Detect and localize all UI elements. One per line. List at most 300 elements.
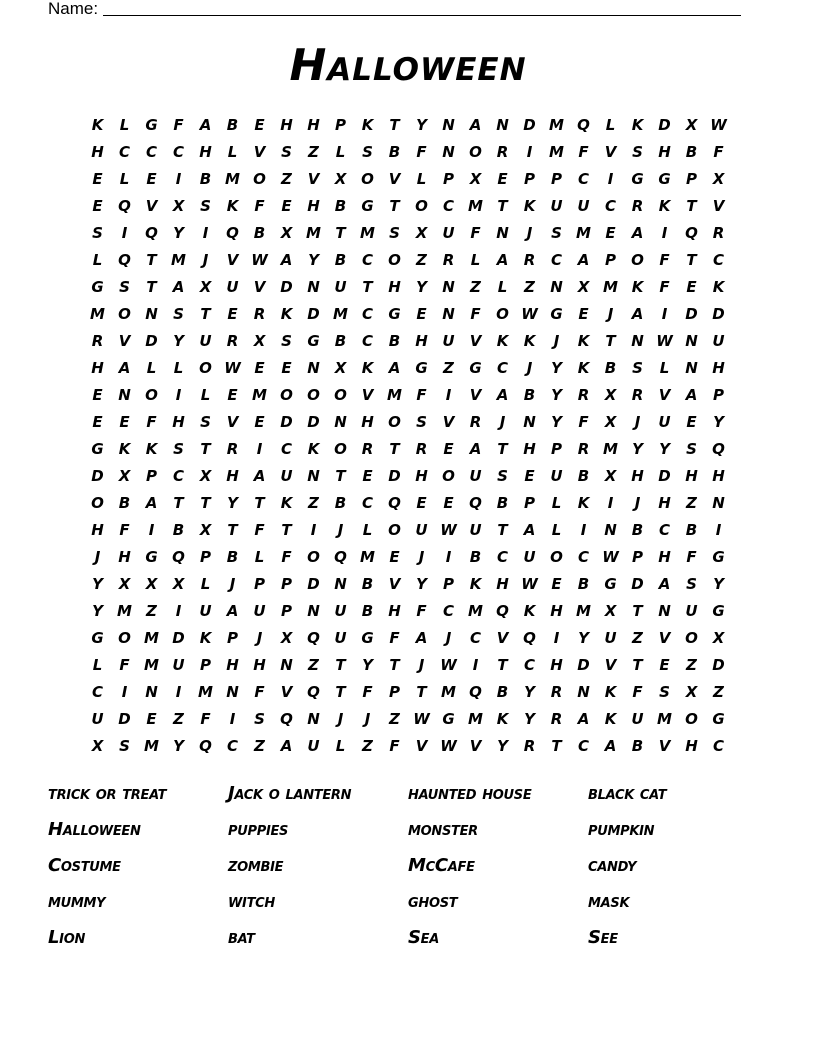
- grid-letter: B: [118, 494, 131, 512]
- grid-letter: C: [361, 332, 373, 350]
- grid-letter: N: [226, 683, 239, 701]
- grid-letter: F: [146, 413, 157, 431]
- grid-letter: L: [605, 116, 616, 134]
- grid-letter: L: [470, 251, 481, 269]
- grid-letter: J: [526, 224, 533, 242]
- grid-letter: B: [226, 548, 239, 566]
- grid-letter: N: [442, 116, 455, 134]
- grid-letter: V: [469, 332, 482, 350]
- grid-letter: E: [281, 359, 292, 377]
- grid-letter: T: [335, 656, 346, 674]
- grid-letter: C: [172, 143, 184, 161]
- grid-letter: Z: [443, 359, 454, 377]
- grid-letter: B: [685, 521, 698, 539]
- grid-letter: N: [496, 224, 509, 242]
- grid-letter: V: [469, 737, 482, 755]
- grid-letter: P: [551, 170, 562, 188]
- word-list-item: monster: [408, 819, 478, 840]
- word-list-item: pumpkin: [588, 819, 655, 840]
- grid-letter: E: [389, 548, 400, 566]
- grid-letter: Y: [173, 224, 184, 242]
- grid-letter: K: [631, 278, 644, 296]
- grid-letter: F: [416, 143, 427, 161]
- grid-letter: X: [334, 359, 347, 377]
- grid-letter: O: [388, 251, 401, 269]
- grid-letter: C: [496, 359, 508, 377]
- grid-letter: O: [361, 170, 374, 188]
- grid-letter: V: [253, 143, 266, 161]
- grid-letter: N: [280, 656, 293, 674]
- grid-letter: B: [334, 332, 347, 350]
- grid-letter: A: [253, 467, 266, 485]
- grid-letter: Q: [307, 629, 320, 647]
- grid-letter: I: [175, 602, 182, 620]
- grid-letter: O: [388, 521, 401, 539]
- grid-letter: X: [280, 629, 293, 647]
- grid-letter: W: [413, 710, 430, 728]
- grid-letter: M: [576, 224, 591, 242]
- grid-letter: B: [685, 143, 698, 161]
- grid-letter: M: [144, 629, 159, 647]
- grid-letter: F: [281, 548, 292, 566]
- grid-letter: V: [658, 629, 671, 647]
- grid-letter: C: [361, 494, 373, 512]
- grid-letter: X: [280, 224, 293, 242]
- grid-letter: E: [146, 170, 157, 188]
- grid-letter: D: [280, 413, 293, 431]
- grid-letter: Z: [389, 710, 400, 728]
- grid-letter: P: [389, 683, 400, 701]
- grid-letter: W: [440, 737, 457, 755]
- grid-letter: F: [254, 521, 265, 539]
- grid-letter: M: [360, 224, 375, 242]
- grid-letter: T: [281, 521, 292, 539]
- grid-letter: L: [173, 359, 184, 377]
- grid-letter: I: [202, 224, 209, 242]
- grid-letter: C: [523, 656, 535, 674]
- word-list-item: mummy: [48, 891, 106, 912]
- grid-letter: T: [335, 467, 346, 485]
- grid-letter: L: [497, 278, 508, 296]
- grid-letter: M: [603, 440, 618, 458]
- grid-letter: B: [604, 359, 617, 377]
- word-list-item: Sea: [408, 927, 440, 948]
- grid-letter: E: [497, 170, 508, 188]
- grid-letter: T: [605, 332, 616, 350]
- grid-letter: T: [497, 440, 508, 458]
- grid-letter: P: [281, 575, 292, 593]
- grid-letter: Y: [713, 413, 724, 431]
- grid-letter: E: [578, 305, 589, 323]
- grid-letter: G: [712, 548, 725, 566]
- grid-letter: A: [469, 440, 482, 458]
- grid-letter: J: [418, 656, 425, 674]
- grid-letter: X: [685, 683, 698, 701]
- grid-letter: D: [685, 305, 698, 323]
- grid-letter: P: [524, 494, 535, 512]
- grid-letter: V: [496, 629, 509, 647]
- grid-letter: E: [227, 386, 238, 404]
- grid-letter: Y: [659, 440, 670, 458]
- grid-letter: H: [550, 656, 563, 674]
- grid-letter: P: [200, 548, 211, 566]
- grid-letter: Q: [469, 683, 482, 701]
- grid-letter: I: [661, 305, 668, 323]
- grid-letter: I: [607, 494, 614, 512]
- grid-letter: C: [577, 548, 589, 566]
- grid-letter: K: [577, 494, 590, 512]
- grid-letter: L: [119, 116, 130, 134]
- grid-letter: G: [91, 440, 104, 458]
- grid-letter: R: [226, 440, 239, 458]
- grid-letter: Y: [497, 737, 508, 755]
- grid-letter: T: [227, 521, 238, 539]
- grid-letter: T: [362, 278, 373, 296]
- grid-letter: M: [387, 386, 402, 404]
- grid-letter: G: [91, 278, 104, 296]
- grid-letter: R: [631, 197, 644, 215]
- grid-letter: P: [524, 170, 535, 188]
- grid-letter: K: [631, 116, 644, 134]
- grid-letter: A: [415, 629, 428, 647]
- letter-grid: [84, 112, 732, 760]
- grid-letter: O: [118, 629, 131, 647]
- grid-letter: F: [578, 413, 589, 431]
- grid-letter: Y: [578, 629, 589, 647]
- grid-letter: V: [361, 386, 374, 404]
- grid-letter: E: [659, 656, 670, 674]
- grid-letter: F: [632, 683, 643, 701]
- grid-letter: G: [145, 116, 158, 134]
- grid-letter: A: [577, 710, 590, 728]
- word-list-item: witch: [228, 891, 275, 912]
- grid-letter: U: [685, 602, 698, 620]
- grid-letter: Y: [227, 494, 238, 512]
- grid-letter: F: [470, 305, 481, 323]
- grid-letter: P: [443, 170, 454, 188]
- grid-letter: E: [686, 413, 697, 431]
- grid-letter: Z: [686, 656, 697, 674]
- grid-letter: C: [172, 467, 184, 485]
- grid-letter: H: [415, 332, 428, 350]
- grid-letter: D: [145, 332, 158, 350]
- grid-letter: H: [685, 737, 698, 755]
- grid-letter: K: [496, 710, 509, 728]
- grid-letter: K: [523, 197, 536, 215]
- grid-letter: Y: [416, 278, 427, 296]
- grid-letter: X: [199, 467, 212, 485]
- grid-letter: N: [523, 413, 536, 431]
- grid-letter: M: [198, 683, 213, 701]
- grid-letter: C: [496, 548, 508, 566]
- grid-letter: S: [659, 683, 670, 701]
- grid-letter: N: [631, 332, 644, 350]
- grid-letter: N: [550, 278, 563, 296]
- grid-letter: M: [468, 710, 483, 728]
- grid-letter: U: [442, 224, 455, 242]
- grid-letter: L: [335, 143, 346, 161]
- grid-letter: K: [118, 440, 131, 458]
- grid-letter: M: [252, 386, 267, 404]
- grid-letter: L: [551, 521, 562, 539]
- word-list-item: bat: [228, 927, 255, 948]
- grid-letter: Y: [524, 710, 535, 728]
- grid-letter: I: [580, 521, 587, 539]
- grid-letter: I: [607, 170, 614, 188]
- grid-letter: V: [226, 413, 239, 431]
- grid-letter: S: [173, 305, 184, 323]
- grid-letter: O: [280, 386, 293, 404]
- grid-letter: D: [388, 467, 401, 485]
- grid-letter: Q: [685, 224, 698, 242]
- grid-letter: D: [307, 575, 320, 593]
- grid-letter: H: [658, 143, 671, 161]
- grid-letter: H: [226, 467, 239, 485]
- grid-letter: B: [631, 737, 644, 755]
- grid-letter: U: [253, 602, 266, 620]
- grid-letter: E: [443, 440, 454, 458]
- grid-letter: B: [496, 494, 509, 512]
- grid-letter: K: [577, 332, 590, 350]
- grid-letter: H: [91, 359, 104, 377]
- grid-letter: V: [415, 737, 428, 755]
- grid-letter: I: [175, 683, 182, 701]
- grid-letter: U: [658, 413, 671, 431]
- grid-letter: S: [416, 413, 427, 431]
- grid-letter: Y: [362, 656, 373, 674]
- grid-letter: O: [685, 629, 698, 647]
- grid-letter: C: [604, 197, 616, 215]
- grid-letter: T: [497, 197, 508, 215]
- grid-letter: U: [199, 332, 212, 350]
- grid-letter: E: [281, 197, 292, 215]
- grid-letter: Y: [416, 575, 427, 593]
- grid-letter: V: [604, 143, 617, 161]
- grid-letter: K: [280, 305, 293, 323]
- grid-letter: C: [226, 737, 238, 755]
- grid-letter: U: [604, 629, 617, 647]
- grid-letter: V: [145, 197, 158, 215]
- grid-letter: X: [199, 278, 212, 296]
- grid-letter: P: [686, 170, 697, 188]
- grid-letter: R: [523, 737, 536, 755]
- grid-letter: U: [469, 521, 482, 539]
- grid-letter: O: [469, 143, 482, 161]
- grid-letter: J: [229, 575, 236, 593]
- grid-letter: M: [333, 305, 348, 323]
- grid-letter: L: [200, 386, 211, 404]
- grid-letter: S: [686, 440, 697, 458]
- grid-letter: L: [92, 251, 103, 269]
- grid-letter: A: [577, 251, 590, 269]
- grid-letter: E: [416, 494, 427, 512]
- grid-letter: J: [337, 521, 344, 539]
- grid-letter: P: [632, 548, 643, 566]
- grid-letter: N: [334, 413, 347, 431]
- grid-letter: A: [280, 251, 293, 269]
- grid-letter: C: [118, 143, 130, 161]
- grid-letter: M: [144, 737, 159, 755]
- grid-letter: C: [658, 521, 670, 539]
- grid-letter: O: [550, 548, 563, 566]
- grid-letter: F: [470, 224, 481, 242]
- grid-letter: X: [118, 467, 131, 485]
- grid-letter: H: [685, 467, 698, 485]
- grid-letter: B: [199, 170, 212, 188]
- grid-letter: V: [469, 386, 482, 404]
- grid-letter: J: [94, 548, 101, 566]
- grid-letter: H: [712, 359, 725, 377]
- grid-letter: G: [91, 629, 104, 647]
- grid-letter: I: [472, 656, 479, 674]
- grid-letter: W: [710, 116, 727, 134]
- grid-letter: U: [550, 197, 563, 215]
- grid-letter: X: [712, 170, 725, 188]
- grid-letter: D: [577, 656, 590, 674]
- grid-letter: U: [226, 278, 239, 296]
- grid-letter: D: [172, 629, 185, 647]
- grid-letter: X: [604, 602, 617, 620]
- grid-letter: W: [224, 359, 241, 377]
- grid-letter: X: [685, 116, 698, 134]
- grid-letter: F: [254, 197, 265, 215]
- grid-letter: Q: [496, 602, 509, 620]
- grid-letter: G: [550, 305, 563, 323]
- grid-letter: N: [307, 278, 320, 296]
- grid-letter: T: [686, 251, 697, 269]
- grid-letter: Q: [577, 116, 590, 134]
- grid-letter: O: [496, 305, 509, 323]
- grid-letter: M: [90, 305, 105, 323]
- grid-letter: X: [172, 575, 185, 593]
- grid-letter: A: [658, 575, 671, 593]
- grid-letter: U: [415, 521, 428, 539]
- grid-letter: Z: [713, 683, 724, 701]
- grid-letter: N: [442, 278, 455, 296]
- grid-letter: E: [416, 305, 427, 323]
- grid-letter: N: [496, 116, 509, 134]
- grid-letter: H: [631, 467, 644, 485]
- grid-letter: R: [577, 386, 590, 404]
- grid-letter: V: [604, 656, 617, 674]
- grid-letter: L: [200, 575, 211, 593]
- grid-letter: N: [334, 575, 347, 593]
- grid-letter: H: [523, 440, 536, 458]
- grid-letter: K: [496, 332, 509, 350]
- grid-letter: E: [686, 278, 697, 296]
- grid-letter: P: [281, 602, 292, 620]
- grid-letter: W: [656, 332, 673, 350]
- grid-letter: U: [631, 710, 644, 728]
- grid-letter: E: [92, 386, 103, 404]
- grid-letter: B: [334, 494, 347, 512]
- grid-letter: Z: [173, 710, 184, 728]
- grid-letter: S: [632, 143, 643, 161]
- grid-letter: H: [550, 602, 563, 620]
- grid-letter: Y: [173, 737, 184, 755]
- grid-letter: F: [578, 143, 589, 161]
- grid-letter: A: [199, 116, 212, 134]
- grid-letter: C: [361, 251, 373, 269]
- grid-letter: J: [418, 548, 425, 566]
- word-list-item: black cat: [588, 783, 667, 804]
- grid-letter: R: [712, 224, 725, 242]
- grid-letter: G: [307, 332, 320, 350]
- grid-letter: O: [253, 170, 266, 188]
- word-list-item: puppies: [228, 819, 289, 840]
- name-underline: [103, 15, 741, 16]
- grid-letter: J: [526, 359, 533, 377]
- grid-letter: F: [173, 116, 184, 134]
- grid-letter: N: [307, 710, 320, 728]
- grid-letter: X: [145, 575, 158, 593]
- grid-letter: S: [362, 143, 373, 161]
- word-list-item: trick or treat: [48, 783, 167, 804]
- grid-letter: N: [577, 683, 590, 701]
- grid-letter: Z: [308, 143, 319, 161]
- grid-letter: U: [199, 602, 212, 620]
- grid-letter: B: [388, 143, 401, 161]
- grid-letter: G: [712, 710, 725, 728]
- grid-letter: G: [712, 602, 725, 620]
- grid-letter: T: [200, 494, 211, 512]
- grid-letter: T: [200, 440, 211, 458]
- grid-letter: K: [577, 359, 590, 377]
- grid-letter: T: [497, 656, 508, 674]
- grid-letter: Y: [713, 575, 724, 593]
- grid-letter: O: [442, 467, 455, 485]
- grid-letter: H: [199, 143, 212, 161]
- grid-letter: P: [335, 116, 346, 134]
- grid-letter: X: [118, 575, 131, 593]
- grid-letter: B: [469, 548, 482, 566]
- grid-letter: C: [550, 251, 562, 269]
- grid-letter: A: [145, 494, 158, 512]
- grid-letter: O: [91, 494, 104, 512]
- grid-letter: N: [442, 143, 455, 161]
- grid-letter: J: [634, 413, 641, 431]
- grid-letter: U: [442, 332, 455, 350]
- grid-letter: X: [415, 224, 428, 242]
- grid-letter: A: [469, 116, 482, 134]
- grid-letter: V: [712, 197, 725, 215]
- grid-letter: R: [631, 386, 644, 404]
- grid-letter: Q: [469, 494, 482, 512]
- grid-letter: R: [577, 440, 590, 458]
- grid-letter: A: [496, 251, 509, 269]
- grid-letter: B: [496, 683, 509, 701]
- grid-letter: O: [685, 710, 698, 728]
- grid-letter: O: [334, 440, 347, 458]
- grid-letter: Z: [524, 278, 535, 296]
- grid-letter: Q: [118, 251, 131, 269]
- grid-letter: S: [686, 575, 697, 593]
- grid-letter: U: [550, 467, 563, 485]
- grid-letter: V: [118, 332, 131, 350]
- grid-letter: M: [441, 683, 456, 701]
- grid-letter: D: [712, 305, 725, 323]
- grid-letter: K: [469, 575, 482, 593]
- grid-letter: B: [577, 467, 590, 485]
- grid-letter: S: [254, 710, 265, 728]
- grid-letter: Q: [145, 224, 158, 242]
- word-list-item: candy: [588, 855, 637, 876]
- grid-letter: D: [631, 575, 644, 593]
- grid-letter: B: [577, 575, 590, 593]
- grid-letter: W: [440, 521, 457, 539]
- grid-letter: K: [604, 710, 617, 728]
- grid-letter: C: [442, 197, 454, 215]
